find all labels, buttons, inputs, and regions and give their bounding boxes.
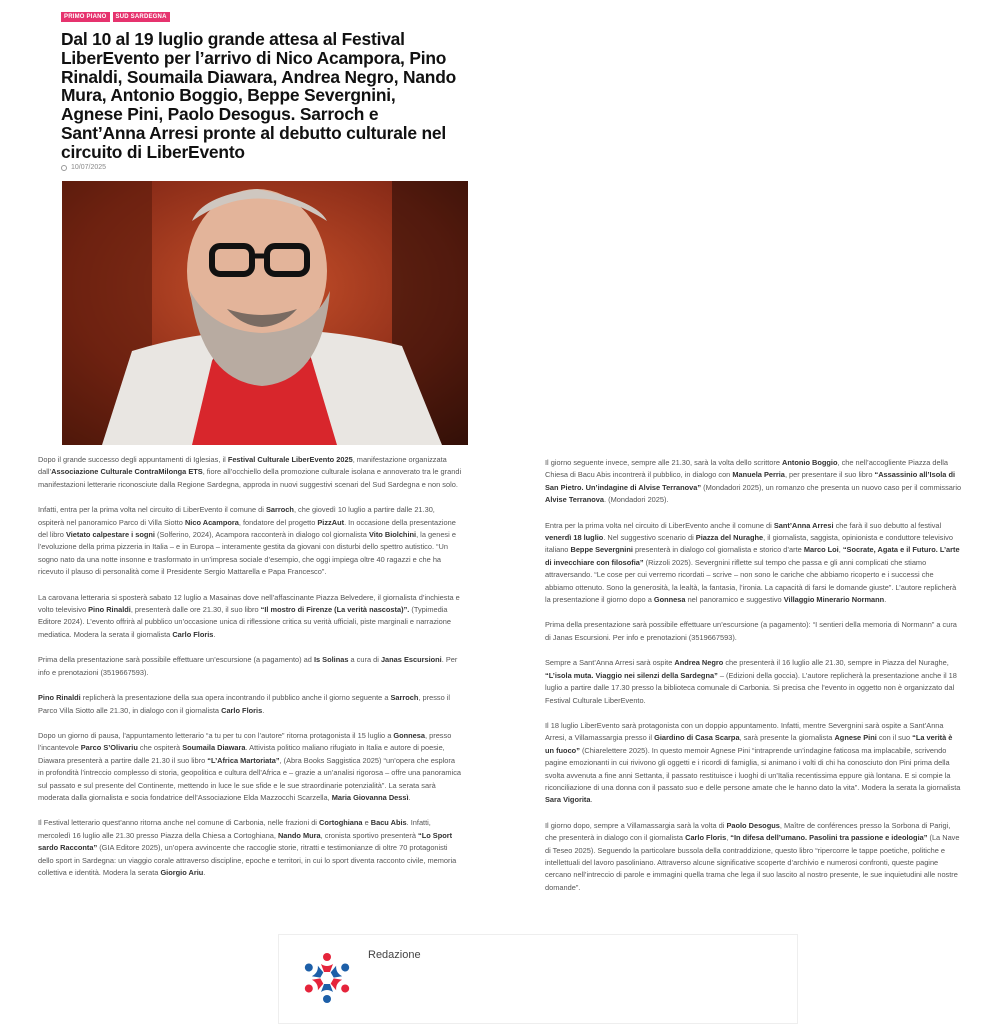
paragraph: Pino Rinaldi replicherà la presentazione della sua opera incontrando il pubblico anche il giorno seguente a Sarroch, presso il Parco Villa Siotto alle 21.30, in dialogo con il giornalista Carlo Floris. bbox=[38, 693, 451, 715]
paragraph: Prima della presentazione sarà possibile effettuare un’escursione (a pagamento) ad Is Solinas a cura di Janas Escursioni. Per info e prenotazioni (3519667593). bbox=[38, 655, 458, 677]
publish-date bbox=[61, 164, 106, 171]
paragraph: Prima della presentazione sarà possibile effettuare un’escursione (a pagamento): “I sentieri della memoria di Normann” a cura di Janas Escursioni. Per info e prenotazioni (3519667593). bbox=[545, 620, 957, 642]
author-name[interactable]: Redazione bbox=[368, 949, 421, 961]
paragraph: Entra per la prima volta nel circuito di LiberEvento anche il comune di Sant’Anna Arresi che farà il suo debutto al festival venerdì 18 luglio. Nel suggestivo scenario di Piazza del Nuraghe, il giornalista, saggista, opinionista e conduttore televisivo italiano Beppe Severgnini presenterà in dialogo col giornalista e storico d’arte Marco Loi, “Socrate, Agata e il Futuro. L’arte di invecchiare con filosofia” (Rizzoli 2025). Severgnini riflette sul tempo che passa e gli anni complicati che stiamo attraversando. “Le cose per cui verremo ricordati – scrive – non sono le cariche che abbiamo ricoperto e i successi che abbiamo ottenuto. Sono la generosità, la lealtà, la fantasia, l’ironia. La capacità di farsi le domande giuste”. L’autore replicherà la presentazione il giorno dopo a Gonnesa nel panoramico e suggestivo Villaggio Minerario Normann. bbox=[545, 520, 960, 605]
paragraph: La carovana letteraria si sposterà sabato 12 luglio a Masainas dove nell’affascinante Piazza Belvedere, il giornalista d’inchiesta e volto televisivo Pino Rinaldi, presenterà dalle ore 21.30, il suo libro “Il mostro di Firenze (La verità nascosta)”. (Typimedia Editore 2024). L’evento offrirà al pubblico un’occasione unica di riflessione critica su verità ufficiali, piste marginali e narrazione mediatica. Modera la serata il giornalista Carlo Floris. bbox=[38, 592, 460, 639]
paragraph: Il Festival letterario quest’anno ritorna anche nel comune di Carbonia, nelle frazioni di Cortoghiana e Bacu Abis. Infatti, mercoledì 16 luglio alle 21.30 presso Piazza della Chiesa a Cortoghiana, Nando Mura, cronista sportivo presenterà “Lo Sport sardo Racconta” (GIA Editore 2025), un’opera avvincente che raccoglie storie, ritratti e testimonianze di oltre 70 protagonisti dello sport in Sardegna: un viaggio corale attraverso discipline, epoche e territori, in cui lo sport diventa racconto civile, memoria collettiva e identità. Modera la serata Giorgio Ariu. bbox=[38, 818, 457, 877]
paragraph: Il giorno seguente invece, sempre alle 21.30, sarà la volta dello scrittore Antonio Boggio, che nell’accogliente Piazza della Chiesa di Bacu Abis incontrerà il pubblico, in dialogo con Manuela Perria, per presentare il suo libro “Assassinio all’Isola di San Pietro. Un’indagine di Alvise Terranova” (Mondadori 2025), un romanzo che presenta un nuovo caso per il commissario Alvise Terranova. (Mondadori 2025). bbox=[545, 458, 962, 505]
tag-primo-piano[interactable]: PRIMO PIANO bbox=[61, 12, 110, 22]
paragraph: Il giorno dopo, sempre a Villamassargia sarà la volta di Paolo Desogus, Maître de conférences presso la Sorbona di Parigi, che presenterà in dialogo con il giornalista Carlo Floris, “In difesa dell’umano. Pasolini tra passione e ideologia” (La Nave di Teseo 2025). Seguendo la particolare bussola della contraddizione, questo libro “ripercorre le tappe poetiche, politiche e intellettuali del lavoro pasoliniano. Attraverso alcune significative scoperte d’archivio e numerosi confronti, queste pagine cercano nell’intreccio di parole e immagini quella trama che lega il suo lascito al nostro presente, le sue inquietudini alle nostre domande”. bbox=[545, 820, 960, 892]
article-headline: Dal 10 al 19 luglio grande attesa al Festival LiberEvento per l’arrivo di Nico Acampora, Pino Rinaldi, Soumaila Diawara, Andrea Negro, Nando Mura, Antonio Boggio, Beppe Severgnini, Agnese Pini, Paolo Desogus. Sarroch e Sant’Anna Arresi pronte al debutto culturale nel circuito di LiberEvento bbox=[61, 29, 457, 162]
people-circle-logo-icon bbox=[297, 948, 357, 1008]
date-text: 10/07/2025 bbox=[71, 164, 107, 171]
article-body-right bbox=[545, 457, 963, 907]
clock-icon bbox=[61, 165, 67, 171]
article-body-left bbox=[38, 454, 462, 892]
author-box bbox=[278, 934, 798, 1024]
paragraph: Sempre a Sant’Anna Arresi sarà ospite Andrea Negro che presenterà il 16 luglio alle 21.30, sempre in Piazza del Nuraghe, “L’isola muta. Viaggio nei silenzi della Sardegna” – (Edizioni della goccia). L’autore replicherà la presentazione anche il 18 luglio a partire dalle 17.30 presso la biblioteca comunale di Carbonia. Si precisa che l’evento in oggetto non è organizzato dal Festival Culturale LiberEvento. bbox=[545, 658, 957, 705]
tag-sud-sardegna[interactable]: SUD SARDEGNA bbox=[113, 12, 170, 22]
redazione-logo bbox=[297, 948, 357, 1013]
portrait-photo bbox=[62, 181, 468, 445]
paragraph: Dopo un giorno di pausa, l’appuntamento letterario “a tu per tu con l’autore” ritorna protagonista il 15 luglio a Gonnesa, presso l’incantevole Parco S’Olivariu che ospiterà Soumaila Diawara. Attivista politico maliano rifugiato in Italia e autore di poesie, Diawara presenterà a partire dalle 21.30 il suo libro “L’Africa Martoriata”, (Abra Books Saggistica 2025) “un’opera che esplora in profondità l’intreccio complesso di storia, geopolitica e cultura dell’Africa e – grazie a un’analisi rigorosa – offre una panoramica sul passato e sul presente del Continente, mettendo in luce le sue sfide e le sue straordinarie potenzialità”. La serata sarà moderata dalla giornalista e socia fondatrice dell’Associazione Elda Mazzocchi Scarzella, Maria Giovanna Dessì. bbox=[38, 730, 462, 802]
category-tags bbox=[61, 12, 170, 22]
paragraph: Infatti, entra per la prima volta nel circuito di LiberEvento il comune di Sarroch, che giovedì 10 luglio a partire dalle 21.30, ospiterà nel panoramico Parco di Villa Siotto Nico Acampora, fondatore del progetto PizzAut. In occasione della presentazione del libro Vietato calpestare i sogni (Solferino, 2024), Acampora racconterà in dialogo col giornalista Vito Biolchini, la genesi e l’evoluzione della prima pizzeria in Italia – e in Europa – interamente gestita da giovani con disturbi dello spettro autistico. “Un sogno nato da una notte insonne e trasformato in un’impresa sociale d’esempio, che oggi impiega oltre 40 ragazzi e che ha ricevuto il plauso di personalità come il Presidente Sergio Mattarella e Papa Francesco”. bbox=[38, 505, 456, 577]
paragraph: Dopo il grande successo degli appuntamenti di Iglesias, il Festival Culturale LiberEvento 2025, manifestazione organizzata dall’Associazione Culturale ContraMilonga ETS, fiore all’occhiello della promozione culturale isolana e annoverato tra le grandi manifestazioni letterarie riconosciute dalla Regione Sardegna, approda in nuovi suggestivi scenari del Sud Sardegna e non solo. bbox=[38, 455, 462, 489]
paragraph: Il 18 luglio LiberEvento sarà protagonista con un doppio appuntamento. Infatti, mentre Severgnini sarà ospite a Sant’Anna Arresi, a Villamassargia presso il Giardino di Casa Scarpa, sarà presente la giornalista Agnese Pini con il suo “La verità è un fuoco” (Chiarelettere 2025). In questo memoir Agnese Pini “intraprende un’indagine faticosa ma implacabile, scrivendo pagine emozionanti in cui rivivono gli oggetti e i ricordi di famiglia, si animano i volti di chi ha conosciuto don Pini prima della svolta avvenuta a fine anni Settanta, il passato restituisce i luoghi di un’Italia recentissima eppure già lontana. E si compie la riconciliazione di una donna con il passato suo e delle persone amate che le hanno dato la vita”. Modera la serata la giornalista Sara Vigorita. bbox=[545, 720, 961, 805]
hero-image bbox=[62, 181, 468, 445]
